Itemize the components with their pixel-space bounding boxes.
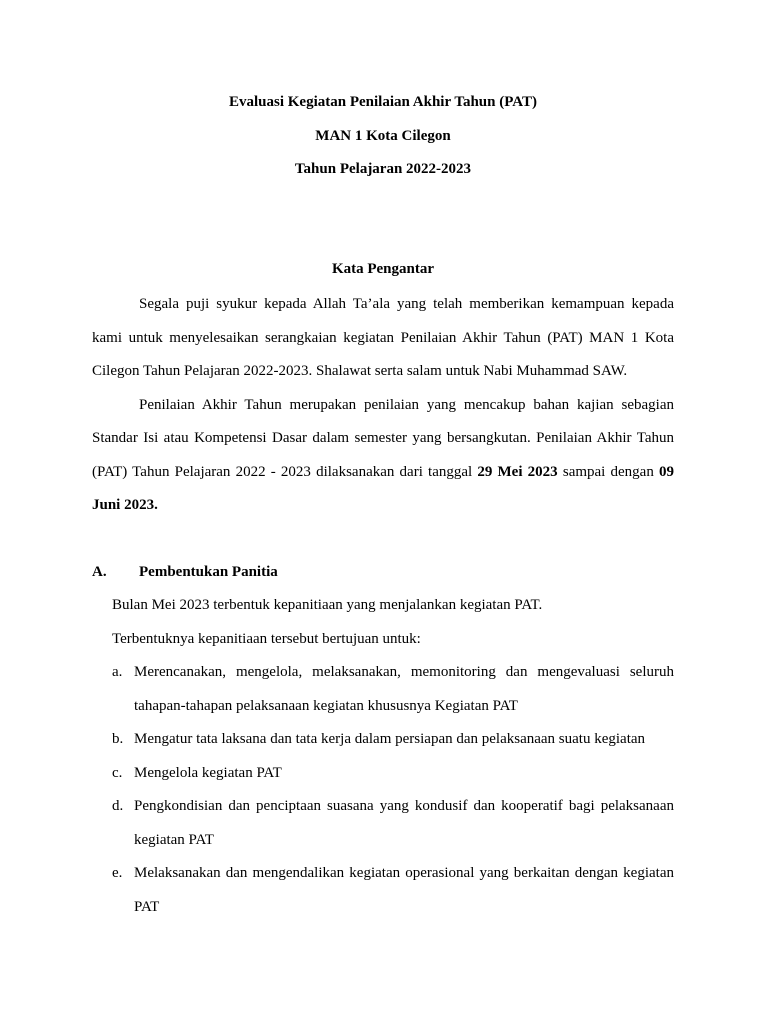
objectives-list bbox=[92, 656, 674, 924]
section-a-line-1: Bulan Mei 2023 terbentuk kepanitiaan yang menjalankan kegiatan PAT. bbox=[112, 597, 543, 613]
academic-year: Tahun Pelajaran 2022-2023 bbox=[294, 161, 472, 177]
start-date: 29 Mei 2023 bbox=[477, 463, 558, 480]
end-date: 09 Juni 2023. bbox=[92, 463, 674, 513]
section-a-line-2: Terbentuknya kepanitiaan tersebut bertujuan untuk: bbox=[112, 630, 421, 647]
paragraph-text: sampai dengan bbox=[557, 463, 659, 480]
list-item-text: Mengatur tata laksana dan tata kerja dalam persiapan dan pelaksanaan suatu kegiatan bbox=[134, 731, 646, 747]
list-item-text: Mengelola kegiatan PAT bbox=[134, 764, 282, 781]
preface-paragraph-2 bbox=[92, 389, 674, 523]
list-item bbox=[112, 656, 674, 723]
list-item-text: Melaksanakan dan mengendalikan kegiatan operasional yang berkaitan dengan kegiatan PAT bbox=[134, 865, 674, 915]
list-item-label: c. bbox=[112, 764, 123, 781]
list-item bbox=[112, 723, 674, 757]
school-name: MAN 1 Kota Cilegon bbox=[315, 127, 451, 144]
list-item-label: e. bbox=[112, 865, 123, 881]
spacer bbox=[92, 187, 674, 253]
document-title-block bbox=[92, 86, 674, 187]
preface-heading: Kata Pengantar bbox=[331, 260, 435, 277]
list-item bbox=[112, 857, 674, 924]
spacer bbox=[92, 523, 674, 556]
preface-paragraph-1: Segala puji syukur kepada Allah Ta’ala yang telah memberikan kemampuan kepada kami untuk menyelesaikan serangkaian kegiatan Penilaian Akhir Tahun (PAT) MAN 1 Kota Cilegon Tahun Pelajaran 2022-2023. Shalawat serta salam untuk Nabi Muhammad SAW. bbox=[92, 296, 674, 379]
list-item-label: d. bbox=[112, 798, 124, 814]
document-title: Evaluasi Kegiatan Penilaian Akhir Tahun (PAT) bbox=[229, 94, 537, 110]
list-item bbox=[112, 757, 674, 791]
paragraph-text: Penilaian Akhir Tahun merupakan penilaian yang mencakup bahan kajian sebagian Standar Isi atau Kompetensi Dasar dalam semester yang bersangkutan. Penilaian Akhir Tahun (PAT) Tahun Pelajaran 2022 - 2023 dilaksanakan dari tanggal bbox=[92, 396, 674, 480]
list-item-text: Merencanakan, mengelola, melaksanakan, memonitoring dan mengevaluasi seluruh tahapan-tahapan pelaksanaan kegiatan khususnya Kegiatan PAT bbox=[134, 664, 674, 714]
list-item-text: Pengkondisian dan penciptaan suasana yang kondusif dan kooperatif bagi pelaksanaan kegiatan PAT bbox=[134, 798, 674, 848]
list-item-label: b. bbox=[112, 731, 124, 747]
section-number: A. bbox=[92, 563, 107, 580]
list-item-label: a. bbox=[112, 664, 123, 680]
section-title: Pembentukan Panitia bbox=[139, 563, 278, 580]
section-a-heading bbox=[92, 556, 674, 590]
list-item bbox=[112, 790, 674, 857]
